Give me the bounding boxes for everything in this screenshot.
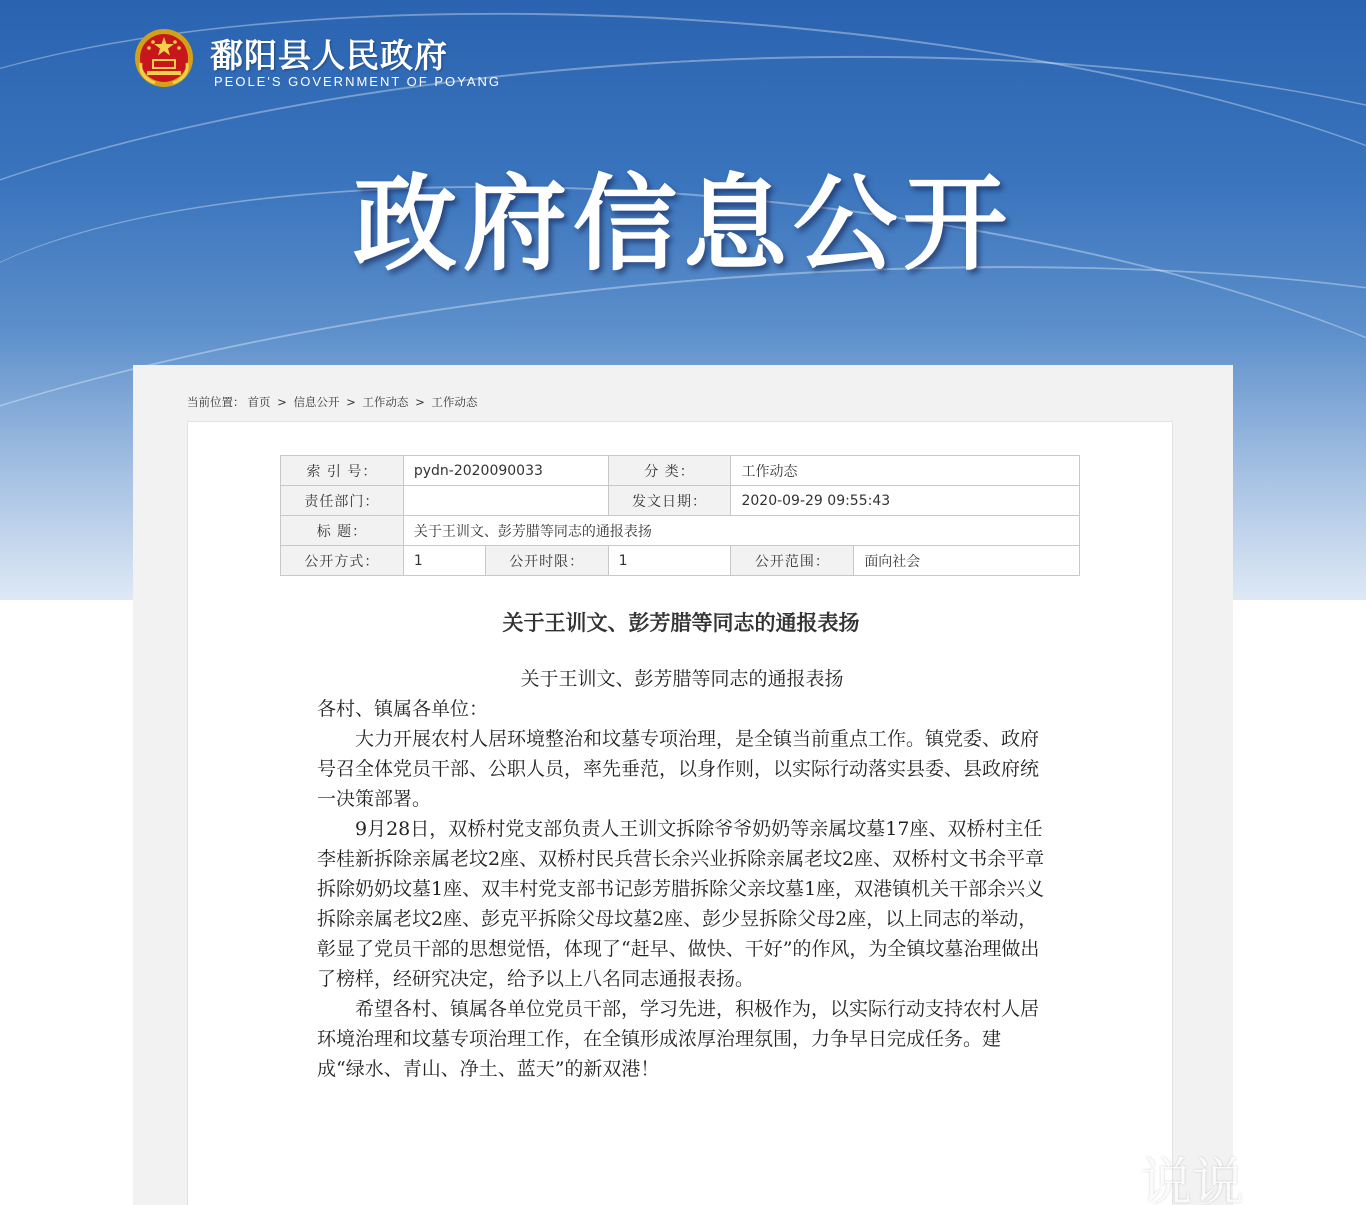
term-value: 1 xyxy=(608,546,731,576)
date-label: 发文日期： xyxy=(608,486,731,516)
title-label: 标 题： xyxy=(281,516,404,546)
dept-value xyxy=(403,486,608,516)
breadcrumb-separator: > xyxy=(277,395,287,409)
banner-title: 政府信息公开 xyxy=(352,163,1013,285)
table-row xyxy=(281,516,1080,546)
site-subtitle: PEOLE'S GOVERNMENT OF POYANG xyxy=(214,74,501,89)
breadcrumb-item-current[interactable]: 工作动态 xyxy=(431,395,478,409)
category-label: 分 类： xyxy=(608,456,731,486)
term-label: 公开时限： xyxy=(485,546,608,576)
article-subtitle: 关于王训文、彭芳腊等同志的通报表扬 xyxy=(520,668,844,690)
article-paragraph: 9月28日，双桥村党支部负责人王训文拆除爷爷奶奶等亲属坟墓17座、双桥村主任李桂新拆除亲属老坟2座、双桥村民兵营长余兴业拆除亲属老坟2座、双桥村文书余平章拆除奶奶坟墓1座、双丰村党支部书记彭芳腊拆除父亲坟墓1座，双港镇机关干部余兴义拆除亲属老坟2座、彭克平拆除父母坟墓2座、彭少昱拆除父母2座，以上同志的举动，彰显了党员干部的思想觉悟，体现了“赶早、做快、干好”的作风，为全镇坟墓治理做出了榜样，经研究决定，给予以上八名同志通报表扬。 xyxy=(317,818,1045,990)
breadcrumb-separator: > xyxy=(346,395,356,409)
breadcrumb xyxy=(187,394,480,410)
index-value: pydn-2020090033 xyxy=(403,456,608,486)
table-row xyxy=(281,486,1080,516)
mode-label: 公开方式： xyxy=(281,546,404,576)
article-paragraph: 大力开展农村人居环境整治和坟墓专项治理，是全镇当前重点工作。镇党委、政府号召全体党员干部、公职人员，率先垂范，以身作则，以实际行动落实县委、县政府统一决策部署。 xyxy=(317,728,1040,810)
national-emblem-icon[interactable] xyxy=(133,27,195,89)
article-salutation: 各村、镇属各单位： xyxy=(317,698,489,720)
table-row xyxy=(281,456,1080,486)
article-title: 关于王训文、彭芳腊等同志的通报表扬 xyxy=(502,610,860,635)
main-container xyxy=(133,365,1233,1205)
dept-label: 责任部门： xyxy=(281,486,404,516)
index-label: 索 引 号： xyxy=(281,456,404,486)
breadcrumb-prefix: 当前位置： xyxy=(187,395,245,409)
scope-value: 面向社会 xyxy=(854,546,1080,576)
scope-label: 公开范围： xyxy=(731,546,854,576)
breadcrumb-item-home[interactable]: 首页 xyxy=(247,395,271,409)
watermark: 说说 xyxy=(1140,1153,1245,1205)
title-value: 关于王训文、彭芳腊等同志的通报表扬 xyxy=(403,516,1079,546)
table-row xyxy=(281,546,1080,576)
mode-value: 1 xyxy=(403,546,485,576)
breadcrumb-item-work[interactable]: 工作动态 xyxy=(362,395,409,409)
metadata-table xyxy=(280,455,1080,576)
breadcrumb-separator: > xyxy=(415,395,425,409)
category-value: 工作动态 xyxy=(731,456,1080,486)
date-value: 2020-09-29 09:55:43 xyxy=(731,486,1080,516)
breadcrumb-item-info[interactable]: 信息公开 xyxy=(293,395,340,409)
site-name[interactable]: 鄱阳县人民政府 xyxy=(210,36,448,75)
article-paragraph: 希望各村、镇属各单位党员干部，学习先进，积极作为，以实际行动支持农村人居环境治理和坟墓专项治理工作，在全镇形成浓厚治理氛围，力争早日完成任务。建成“绿水、青山、净土、蓝天”的新双港！ xyxy=(317,998,1040,1080)
article-content xyxy=(317,664,1047,1084)
article-card xyxy=(187,421,1173,1205)
